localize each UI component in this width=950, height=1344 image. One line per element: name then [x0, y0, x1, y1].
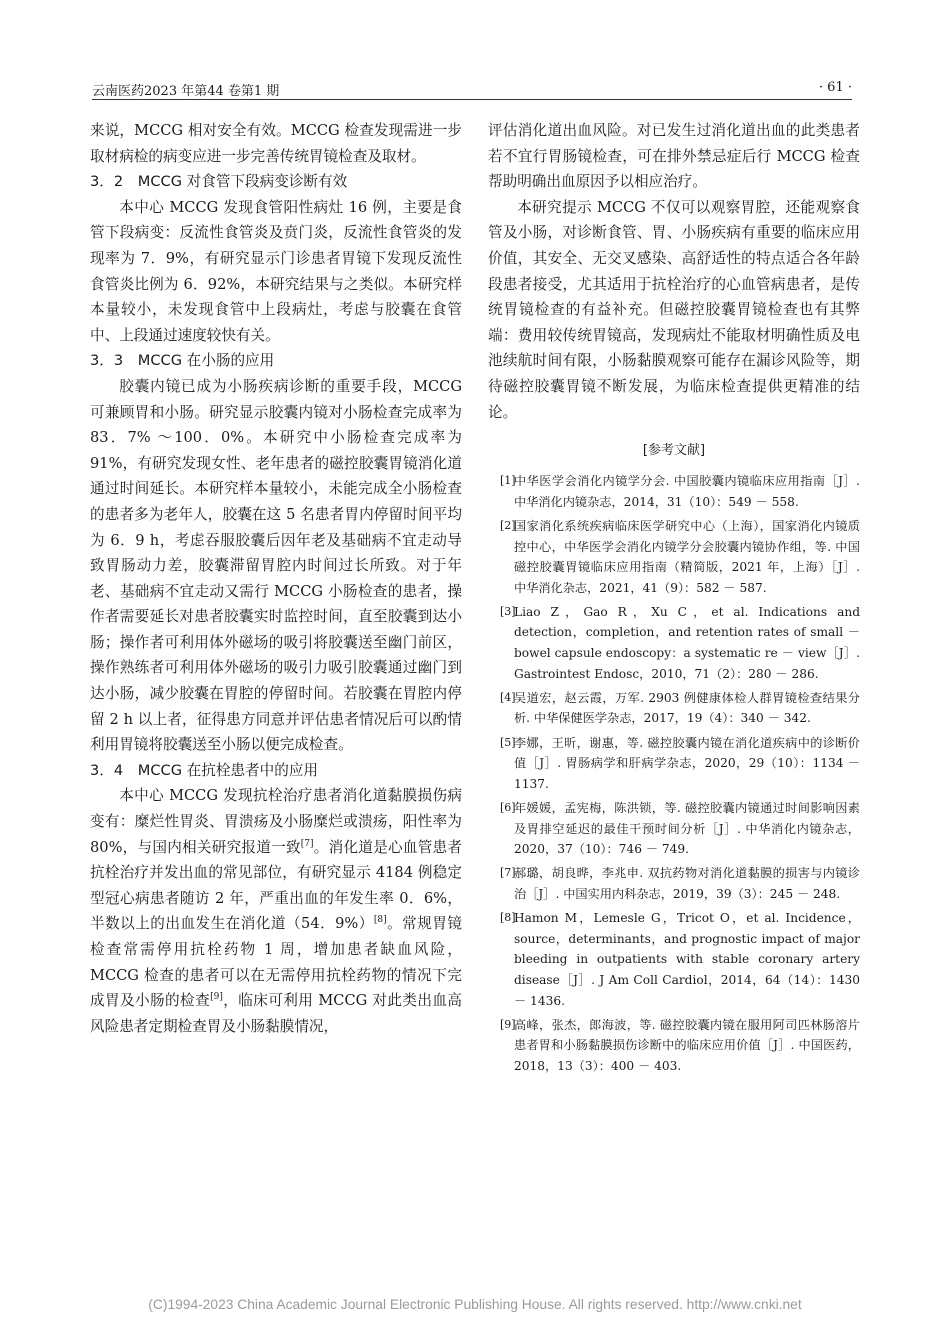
paragraph-text: 。消化道是心血管患者抗栓治疗并发出血的常见部位，有研究显示 4184 例稳定型冠心病患者随访 2 年，严重出血的年发生率 0．6%，半数以上的出血发生在消化道（54．9%） [90, 838, 462, 933]
reference-number: [6] [500, 801, 516, 814]
reference-number: [8] [500, 911, 516, 925]
reference-number: [3] [500, 604, 516, 618]
left-column [90, 118, 462, 1039]
reference-item [488, 688, 860, 729]
reference-text: 年媛媛，孟宪梅，陈洪锁，等. 磁控胶囊内镜通过时间影响因素及胃排空延迟的最佳干预时间分析［J］. 中华消化内镜杂志，2020，37（10）：746 － 749. [514, 801, 860, 857]
paragraph: 评估消化道出血风险。对已发生过消化道出血的此类患者若不宜行胃肠镜检查，可在排外禁忌症后行 MCCG 检查帮助明确出血原因予以相应治疗。 [488, 122, 860, 191]
reference-text: 吴道宏，赵云霞，万军. 2903 例健康体检人群胃镜检查结果分析. 中华保健医学杂志，2017，19（4）：340 － 342. [514, 690, 860, 726]
reference-item [488, 471, 860, 512]
reference-text: 郝璐，胡良晔，李兆申. 双抗药物对消化道黏膜的损害与内镜诊治［J］. 中国实用内科杂志，2019，39（3）：245 － 248. [514, 866, 860, 901]
reference-number: [2] [500, 518, 516, 532]
reference-number: [4] [500, 690, 516, 704]
section-heading-3-3: 3．3 MCCG 在小肠的应用 [90, 352, 275, 370]
reference-number: [7] [500, 866, 516, 880]
reference-text: 国家消化系统疾病临床医学研究中心（上海），国家消化内镜质控中心，中华医学会消化内镜学分会胶囊内镜协作组，等. 中国磁控胶囊胃镜临床应用指南（精简版，2021 年，上海）［J］. 中华消化杂志，2021，41（9）：582 － 587. [514, 518, 860, 595]
page-number: · 61 · [818, 80, 852, 95]
reference-item [488, 908, 860, 1011]
right-column [488, 118, 860, 1080]
reference-item [488, 602, 860, 684]
paragraph-text: 本中心 MCCG 发现抗栓治疗患者消化道黏膜损伤病变有：糜烂性胃炎、胃溃疡及小肠糜烂或溃疡，阳性率为 80%，与国内相关研究报道一致 [90, 787, 462, 856]
journal-issue: 云南医药2023 年第44 卷第1 期 [92, 84, 280, 99]
reference-item [488, 1015, 860, 1077]
running-header [92, 78, 852, 100]
paragraph-text: ，临床可利用 MCCG 对此类出血高风险患者定期检查胃及小肠黏膜情况， [90, 992, 462, 1035]
reference-number: [1] [500, 474, 516, 488]
paragraph: 本中心 MCCG 发现食管阳性病灶 16 例，主要是食管下段病变：反流性食管炎及贲门炎，反流性食管炎的发现率为 7．9%，有研究显示门诊患者胃镜下发现反流性食管炎比例为 6．92%，本研究结果与之类似。本研究样本量较小，未发现食管中上段病灶，考虑与胶囊在食管中、上段通过速度较快有关。 [90, 198, 462, 344]
paragraph: 来说，MCCG 相对安全有效。MCCG 检查发现需进一步取材病检的病变应进一步完善传统胃镜检查及取材。 [90, 122, 462, 165]
copyright-footer: (C)1994-2023 China Academic Journal Electronic Publishing House. All rights reserved. http://www.cnki.net [148, 1297, 802, 1312]
reference-text: 中华医学会消化内镜学分会. 中国胶囊内镜临床应用指南［J］. 中华消化内镜杂志，2014，31（10）：549 － 558. [514, 474, 860, 509]
reference-text: Hamon M，Lemesle G，Tricot O，et al. Incidence，source，determinants，and prognostic impact of major bleeding in outpatients with stable coronary artery disease［J］. J Am Coll Cardiol，2014，64（14）：1430 － 1436. [514, 911, 860, 1008]
reference-item [488, 516, 860, 598]
citation: [8] [373, 915, 387, 926]
reference-text: Liao Z，Gao R，Xu C，et al. Indications and detection，completion，and retention rates of small － bowel capsule endoscopy：a systematic re － view［J］. Gastrointest Endosc，2010，71（2）：280 － 286. [514, 604, 860, 681]
paragraph [90, 783, 462, 1039]
paragraph: 胶囊内镜已成为小肠疾病诊断的重要手段，MCCG 可兼顾胃和小肠。研究显示胶囊内镜对小肠检查完成率为 83．7% ～100．0%。本研究中小肠检查完成率为91%，有研究发现女性、老年患者的磁控胶囊胃镜消化道通过时间延长。本研究样本量较小，未能完成全小肠检查的患者多为老年人，胶囊在这 5 名患者胃内停留时间平均为 6．9 h，考虑吞服胶囊后因年老及基础病不宜走动导致胃肠动力差，胶囊滞留胃腔内时间过长所致。对于年老、基础病不宜走动又需行 MCCG 小肠检查的患者，操作者需要延长对患者胶囊实时监控时间，直至胶囊到达小肠；操作者可利用体外磁场的吸引将胶囊送至幽门前区，操作熟练者可利用体外磁场的吸引力吸引胶囊通过幽门到达小肠，减少胶囊在胃腔的停留时间。若胶囊在胃腔内停留 2 h 以上者，征得患方同意并评估患者情况后可以酌情利用胃镜将胶囊送至小肠以便完成检查。 [90, 377, 462, 754]
reference-item [488, 863, 860, 904]
reference-item [488, 798, 860, 860]
reference-text: 高峰，张杰，郎海波，等. 磁控胶囊内镜在服用阿司匹林肠溶片患者胃和小肠黏膜损伤诊断中的临床应用价值［J］. 中国医药，2018，13（3）：400 － 403. [514, 1017, 860, 1073]
reference-number: [9] [500, 1017, 516, 1031]
section-heading-3-4: 3．4 MCCG 在抗栓患者中的应用 [90, 761, 319, 779]
paragraph-text: 。常规胃镜检查常需停用抗栓药物 1 周，增加患者缺血风险，MCCG 检查的患者可以在无需停用抗栓药物的情况下完成胃及小肠的检查 [90, 915, 462, 1010]
paragraph: 本研究提示 MCCG 不仅可以观察胃腔，还能观察食管及小肠，对诊断食管、胃、小肠疾病有重要的临床应用价值，其安全、无交叉感染、高舒适性的特点适合各年龄段患者接受，尤其适用于抗栓治疗的心血管病患者，是传统胃镜检查的有益补充。但磁控胶囊胃镜检查也有其弊端：费用较传统胃镜高，发现病灶不能取材明确性质及电池续航时间有限，小肠黏膜观察可能存在漏诊风险等，期待磁控胶囊胃镜不断发展，为临床检查提供更精准的结论。 [488, 198, 860, 421]
section-heading-3-2: 3．2 MCCG 对食管下段病变诊断有效 [90, 173, 348, 191]
reference-number: [5] [500, 735, 516, 749]
reference-text: 李娜，王昕，谢惠，等. 磁控胶囊内镜在消化道疾病中的诊断价值［J］. 胃肠病学和肝病学杂志，2020，29（10）：1134 － 1137. [514, 735, 860, 791]
citation: [7] [300, 838, 314, 849]
citation: [9] [210, 992, 223, 1003]
references-heading: [参考文献] [642, 443, 706, 459]
reference-list [488, 471, 860, 1076]
reference-item [488, 733, 860, 795]
